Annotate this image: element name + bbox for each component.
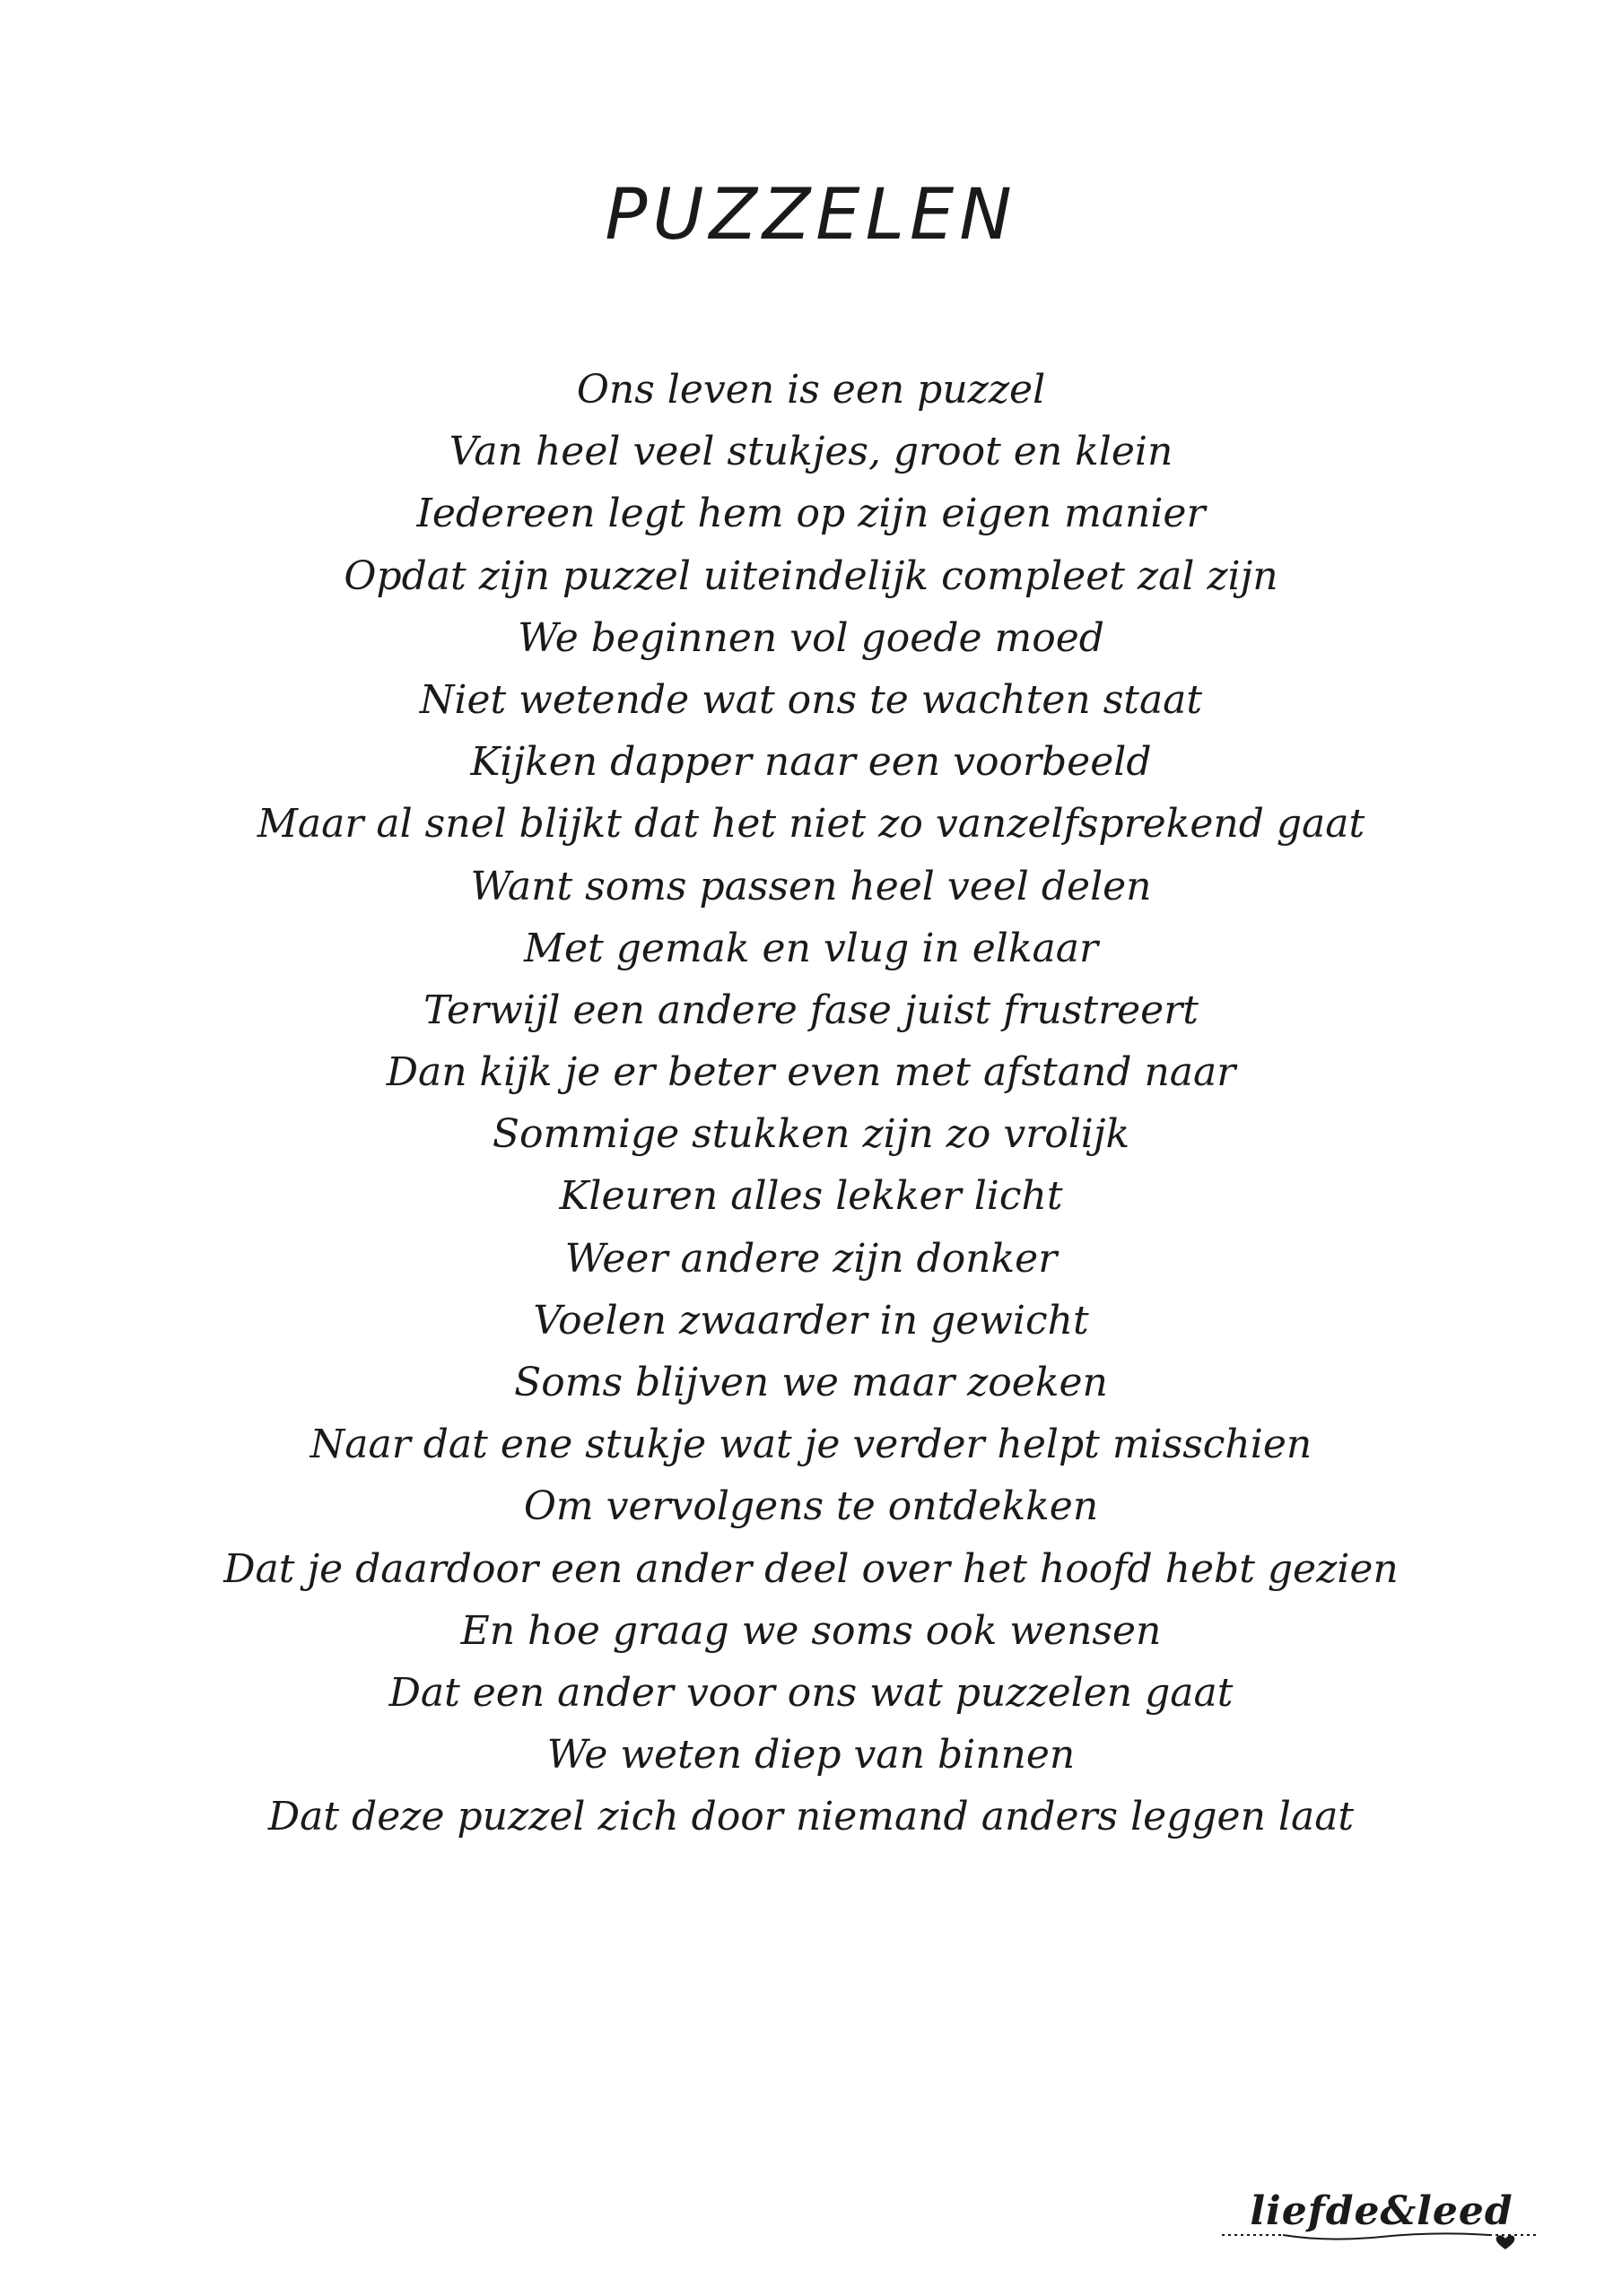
- poem-body: [0, 359, 1622, 1848]
- poem-line: Kleuren alles lekker licht: [559, 1173, 1063, 1220]
- poem-line: Naar dat ene stukje wat je verder helpt misschien: [310, 1422, 1312, 1468]
- poem-line: Weer andere zijn donker: [564, 1235, 1058, 1282]
- poem-line: Dan kijk je er beter even met afstand naar: [386, 1049, 1236, 1096]
- poem-line: Terwijl een andere fase juist frustreert: [423, 987, 1199, 1033]
- poem-line: Dat een ander voor ons wat puzzelen gaat: [388, 1669, 1234, 1716]
- poem-title: PUZZELEN: [605, 175, 1017, 256]
- poem-line: En hoe graag we soms ook wensen: [460, 1607, 1162, 1654]
- poem-line: Van heel veel stukjes, groot en klein: [449, 429, 1173, 475]
- poem-line: Dat je daardoor een ander deel over het hoofd hebt gezien: [223, 1545, 1399, 1592]
- poem-line: Met gemak en vlug in elkaar: [523, 925, 1099, 971]
- signature-logo: [1220, 2179, 1543, 2260]
- poem-line: Voelen zwaarder in gewicht: [533, 1297, 1089, 1344]
- heart-icon: [1496, 2235, 1515, 2249]
- poem-line: Niet wetende wat ons te wachten staat: [419, 676, 1203, 723]
- poem-line: Want soms passen heel veel delen: [470, 863, 1152, 909]
- poem-line: Om vervolgens te ontdekken: [523, 1483, 1099, 1530]
- poem-line: Dat deze puzzel zich door niemand anders leggen laat: [267, 1794, 1355, 1840]
- poem-line: Opdat zijn puzzel uiteindelijk compleet zal zijn: [344, 552, 1278, 599]
- poem-line: We beginnen vol goede moed: [518, 614, 1104, 661]
- poem-line: Soms blijven we maar zoeken: [514, 1360, 1108, 1405]
- poem-line: We weten diep van binnen: [546, 1732, 1076, 1779]
- signature-text: liefde&leed: [1250, 2188, 1513, 2234]
- poem-line: Kijken dapper naar een voorbeeld: [470, 739, 1152, 786]
- poem-line: Ons leven is een puzzel: [576, 367, 1046, 413]
- poem-line: Iedereen legt hem op zijn eigen manier: [416, 491, 1206, 537]
- poem-line: Maar al snel blijkt dat het niet zo vanzelfsprekend gaat: [257, 801, 1365, 848]
- poem-line: Sommige stukken zijn zo vrolijk: [492, 1111, 1130, 1158]
